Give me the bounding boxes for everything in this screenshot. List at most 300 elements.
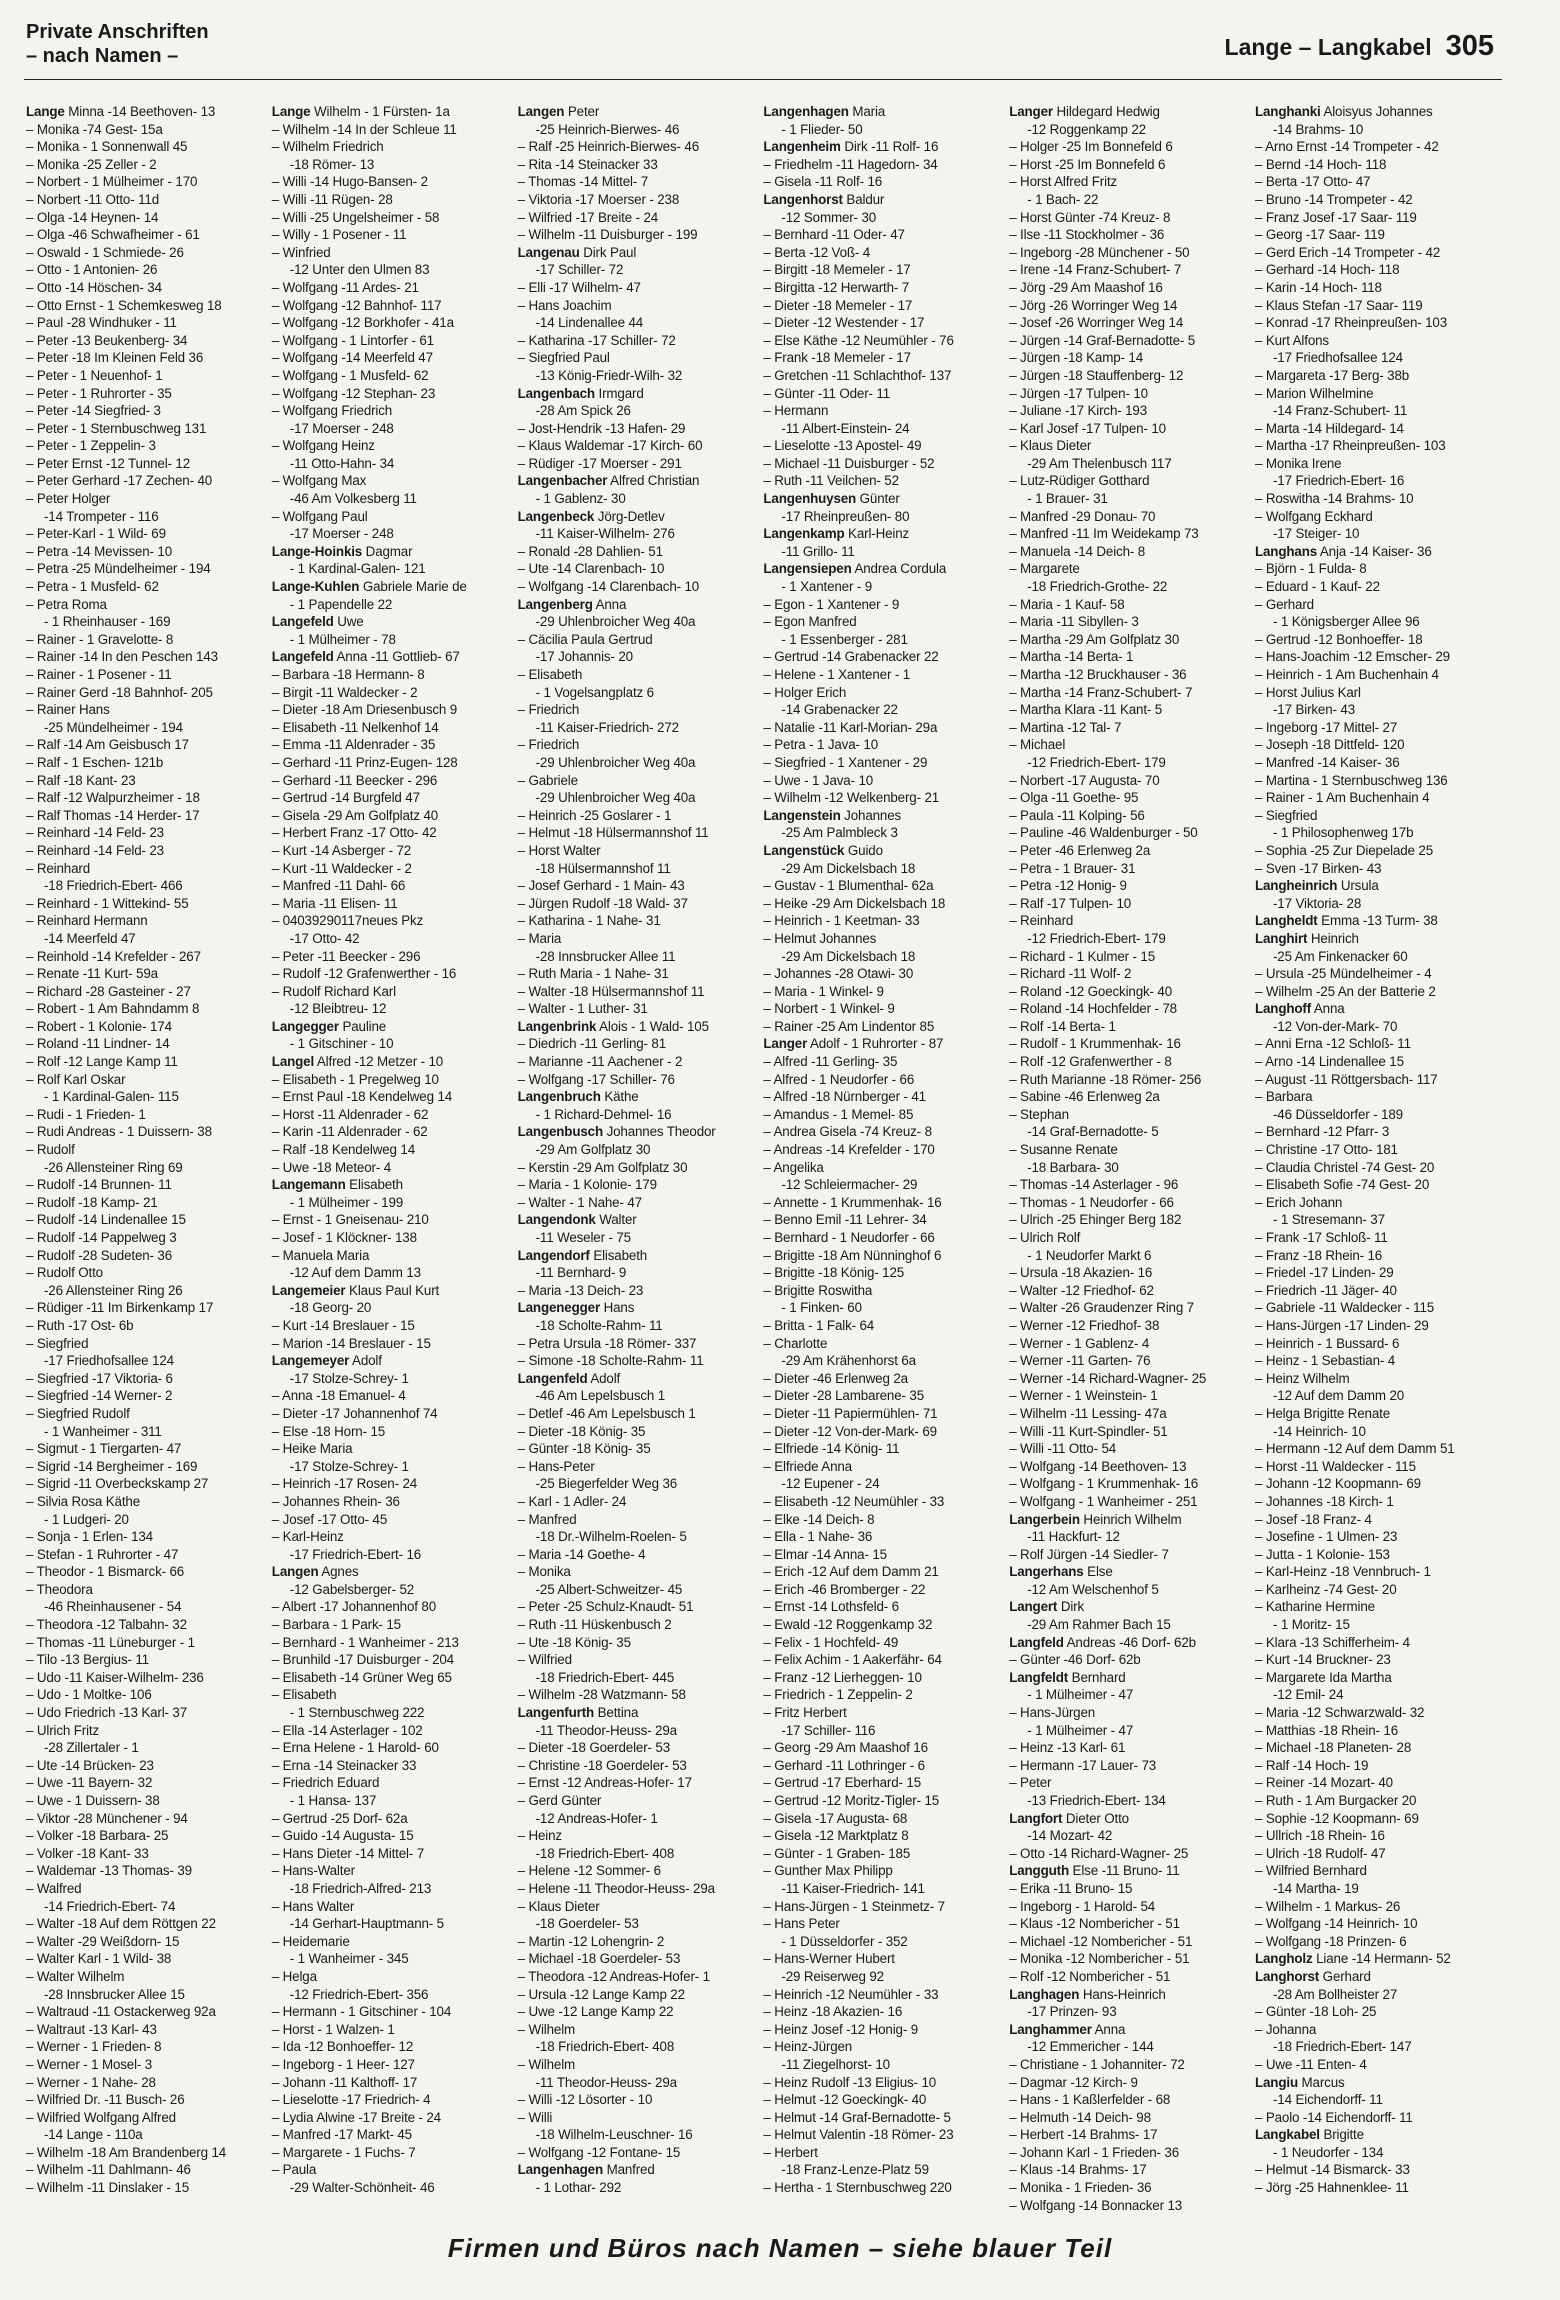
surname-heading: Langkabel bbox=[1254, 2127, 1320, 2143]
listing-line bbox=[26, 2091, 272, 2109]
surname-heading: Langel bbox=[271, 1054, 315, 1070]
listing-text: – Ursula -25 Mündelheimer - 4 bbox=[1254, 966, 1432, 982]
listing-line bbox=[26, 1352, 272, 1370]
listing-text: – Albert -17 Johannenhof 80 bbox=[271, 1599, 437, 1615]
listing-line bbox=[518, 772, 764, 790]
listing-line bbox=[26, 1264, 272, 1282]
listing-text: – Heike -29 Am Dickelsbach 18 bbox=[763, 895, 946, 911]
listing-line bbox=[1255, 2179, 1501, 2197]
listing-line bbox=[1255, 983, 1501, 1001]
listing-text: -17 Moerser - 248 bbox=[289, 526, 394, 542]
listing-line bbox=[518, 1845, 764, 1863]
listing-text: – Elisabeth Sofie -74 Gest- 20 bbox=[1254, 1177, 1430, 1193]
listing-line bbox=[518, 1598, 764, 1616]
listing-text: -29 Am Krähenhorst 6a bbox=[781, 1353, 916, 1369]
listing-line bbox=[1009, 2038, 1255, 2056]
listing-line bbox=[763, 1827, 1009, 1845]
listing-line bbox=[26, 1651, 272, 1669]
listing-line bbox=[518, 261, 764, 279]
listing-line bbox=[518, 103, 764, 121]
listing-line bbox=[272, 2056, 518, 2074]
listing-line bbox=[1255, 1933, 1501, 1951]
listing-text: – Ruth - 1 Am Burgacker 20 bbox=[1254, 1793, 1417, 1808]
listing-text: – Gisela -12 Marktplatz 8 bbox=[763, 1828, 909, 1844]
listing-line bbox=[1255, 1845, 1501, 1863]
listing-line bbox=[272, 1299, 518, 1317]
listing-text: – Wolfgang -17 Schiller- 76 bbox=[517, 1071, 675, 1087]
listing-text: -14 Franz-Schubert- 11 bbox=[1272, 403, 1408, 419]
listing-text: -26 Allensteiner Ring 69 bbox=[44, 1159, 183, 1175]
listing-line bbox=[1255, 1387, 1501, 1405]
listing-text: – Elfriede -14 König- 11 bbox=[763, 1441, 900, 1457]
listing-text: – Wolfgang - 1 Wanheimer - 251 bbox=[1009, 1493, 1198, 1509]
listing-text: – Cäcilia Paula Gertrud bbox=[517, 631, 653, 647]
listing-line bbox=[1255, 508, 1501, 526]
listing-text: Else -11 Bruno- 11 bbox=[1068, 1863, 1180, 1879]
listing-line bbox=[1009, 842, 1255, 860]
listing-line bbox=[26, 560, 272, 578]
listing-text: – Wilhelm -25 An der Batterie 2 bbox=[1254, 983, 1436, 999]
surname-heading: Langerhans bbox=[1009, 1564, 1084, 1580]
listing-line bbox=[272, 1528, 518, 1546]
listing-text: – Sabine -46 Erlenweg 2a bbox=[1009, 1089, 1160, 1105]
listing-text: -11 Kaiser-Wilhelm- 276 bbox=[535, 526, 675, 542]
listing-line bbox=[763, 490, 1009, 508]
listing-text: – Klaus Waldemar -17 Kirch- 60 bbox=[517, 438, 703, 454]
listing-text: – Joseph -18 Dittfeld- 120 bbox=[1254, 737, 1405, 753]
surname-heading: Langenberg bbox=[517, 596, 593, 612]
listing-text: – Uwe -18 Meteor- 4 bbox=[271, 1159, 391, 1175]
listing-line bbox=[1255, 1018, 1501, 1036]
listing-text: Hans bbox=[600, 1300, 635, 1316]
listing-line bbox=[518, 209, 764, 227]
surname-heading: Langenbusch bbox=[517, 1124, 603, 1140]
listing-line bbox=[272, 1352, 518, 1370]
listing-text: – Ingeborg - 1 Heer- 127 bbox=[271, 2056, 415, 2072]
listing-text: Dieter Otto bbox=[1062, 1810, 1129, 1826]
listing-text: – Tilo -13 Bergius- 11 bbox=[26, 1652, 149, 1668]
listing-line bbox=[763, 209, 1009, 227]
listing-text: – Reinhard Hermann bbox=[26, 913, 148, 929]
listing-line bbox=[1009, 1088, 1255, 1106]
listing-text: -18 Barbara- 30 bbox=[1027, 1159, 1119, 1175]
listing-line bbox=[1255, 1686, 1501, 1704]
listing-line bbox=[518, 2021, 764, 2039]
listing-line bbox=[1255, 1282, 1501, 1300]
listing-line bbox=[272, 701, 518, 719]
listing-text: -17 Birken- 43 bbox=[1272, 702, 1355, 718]
listing-text: – Heinrich -25 Goslarer - 1 bbox=[517, 807, 672, 823]
listing-text: – Manfred -29 Donau- 70 bbox=[1009, 508, 1156, 524]
listing-line bbox=[1009, 2197, 1255, 2215]
listing-line bbox=[763, 965, 1009, 983]
listing-line bbox=[518, 297, 764, 315]
listing-text: – Reinhard - 1 Wittekind- 55 bbox=[26, 895, 189, 911]
listing-line bbox=[1009, 226, 1255, 244]
listing-text: Alois - 1 Wald- 105 bbox=[596, 1018, 709, 1034]
surname-heading: Langenkamp bbox=[763, 526, 845, 542]
listing-text: – Helga bbox=[271, 1968, 317, 1984]
listing-line bbox=[1255, 1915, 1501, 1933]
listing-line bbox=[1009, 736, 1255, 754]
listing-line bbox=[1255, 1511, 1501, 1529]
listing-text: – Klara -13 Schifferheim- 4 bbox=[1254, 1634, 1410, 1650]
listing-text: Anna bbox=[1091, 2021, 1126, 2037]
listing-text: – Maria -14 Goethe- 4 bbox=[517, 1546, 646, 1562]
listing-line bbox=[1255, 385, 1501, 403]
listing-text: – Günter - 1 Graben- 185 bbox=[763, 1845, 911, 1861]
listing-line bbox=[26, 860, 272, 878]
listing-text: – Heidemarie bbox=[271, 1933, 350, 1949]
listing-text: -12 Friedrich-Ebert- 356 bbox=[289, 1986, 429, 2002]
listing-line bbox=[26, 684, 272, 702]
listing-text: – Peter - 1 Ruhrorter - 35 bbox=[26, 385, 172, 401]
listing-line bbox=[1255, 789, 1501, 807]
listing-line bbox=[1255, 1317, 1501, 1335]
listing-line bbox=[26, 772, 272, 790]
listing-text: – Ella -14 Asterlager - 102 bbox=[271, 1722, 423, 1738]
listing-text: -17 Friedrich-Ebert- 16 bbox=[289, 1546, 422, 1562]
listing-text: – Christine -17 Otto- 181 bbox=[1254, 1142, 1398, 1158]
listing-text: – Gerhard -14 Hoch- 118 bbox=[1254, 262, 1400, 278]
listing-line bbox=[1255, 684, 1501, 702]
listing-line bbox=[26, 349, 272, 367]
listing-line bbox=[763, 314, 1009, 332]
listing-text: -12 Roggenkamp 22 bbox=[1027, 121, 1146, 137]
listing-text: – Werner -14 Richard-Wagner- 25 bbox=[1009, 1370, 1207, 1386]
listing-line bbox=[1255, 402, 1501, 420]
listing-line bbox=[1009, 1229, 1255, 1247]
listing-text: - 1 Hansa- 137 bbox=[289, 1793, 377, 1808]
listing-line bbox=[518, 367, 764, 385]
listing-line bbox=[272, 1774, 518, 1792]
listing-text: – Peter-Karl - 1 Wild- 69 bbox=[26, 526, 166, 542]
listing-text: – Hermann -12 Auf dem Damm 51 bbox=[1254, 1441, 1455, 1457]
listing-line bbox=[1255, 121, 1501, 139]
listing-line bbox=[26, 385, 272, 403]
listing-line bbox=[518, 1950, 764, 1968]
listing-line bbox=[1255, 824, 1501, 842]
listing-line bbox=[1009, 297, 1255, 315]
listing-line bbox=[1009, 983, 1255, 1001]
listing-text: – Petra Roma bbox=[26, 596, 107, 612]
listing-text: – Rolf -12 Nombericher - 51 bbox=[1009, 1968, 1171, 1984]
surname-heading: Langer bbox=[1009, 104, 1053, 119]
listing-text: – Peter Ernst -12 Tunnel- 12 bbox=[26, 455, 191, 471]
listing-line bbox=[1009, 1880, 1255, 1898]
listing-line bbox=[272, 1651, 518, 1669]
listing-line bbox=[763, 156, 1009, 174]
listing-text: Bettina bbox=[594, 1705, 639, 1721]
listing-line bbox=[518, 2126, 764, 2144]
listing-text: -29 Am Thelenbusch 117 bbox=[1027, 455, 1172, 471]
listing-text: – Helmut Johannes bbox=[763, 930, 877, 946]
listing-text: – Rita -14 Steinacker 33 bbox=[517, 156, 658, 172]
listing-line bbox=[763, 648, 1009, 666]
listing-text: – Werner -11 Garten- 76 bbox=[1009, 1353, 1151, 1369]
listing-text: - 1 Sternbuschweg 222 bbox=[289, 1705, 425, 1721]
listing-text: -14 Meerfeld 47 bbox=[44, 930, 136, 946]
listing-line bbox=[763, 719, 1009, 737]
listing-line bbox=[272, 1018, 518, 1036]
surname-heading: Lange-Kuhlen bbox=[271, 579, 360, 595]
listing-text: – Robert - 1 Kolonie- 174 bbox=[26, 1018, 172, 1034]
listing-line bbox=[1255, 1053, 1501, 1071]
listing-line bbox=[518, 1176, 764, 1194]
surname-heading: Langenstück bbox=[763, 842, 845, 858]
listing-line bbox=[1009, 1423, 1255, 1441]
surname-heading: Langhans bbox=[1254, 543, 1318, 559]
listing-text: -28 Zillertaler - 1 bbox=[44, 1740, 139, 1756]
listing-line bbox=[518, 472, 764, 490]
listing-line bbox=[26, 1722, 272, 1740]
listing-line bbox=[763, 1880, 1009, 1898]
listing-line bbox=[518, 1370, 764, 1388]
listing-text: – Rudolf -14 Lindenallee 15 bbox=[26, 1212, 186, 1228]
listing-text: – Walter -12 Friedhof- 62 bbox=[1009, 1282, 1154, 1298]
listing-text: – Margarete Ida Martha bbox=[1254, 1669, 1392, 1685]
listing-line bbox=[272, 842, 518, 860]
header-rule bbox=[24, 79, 1502, 80]
listing-text: – Dieter -11 Papiermühlen- 71 bbox=[763, 1405, 938, 1421]
listing-line bbox=[1255, 930, 1501, 948]
listing-text: – Erna -14 Steinacker 33 bbox=[271, 1757, 417, 1773]
listing-text: – Walter -29 Weißdorn- 15 bbox=[26, 1933, 180, 1949]
listing-text: – Dagmar -12 Kirch- 9 bbox=[1009, 2074, 1138, 2090]
listing-text: – Wolfgang -18 Prinzen- 6 bbox=[1254, 1933, 1407, 1949]
listing-text: – Karlheinz -74 Gest- 20 bbox=[1254, 1581, 1397, 1597]
listing-line bbox=[26, 1071, 272, 1089]
listing-text: - 1 Bach- 22 bbox=[1027, 191, 1099, 207]
listing-line bbox=[518, 560, 764, 578]
listing-line bbox=[518, 1528, 764, 1546]
listing-text: – Irene -14 Franz-Schubert- 7 bbox=[1009, 262, 1182, 278]
listing-text: – Wilhelm -18 Am Brandenberg 14 bbox=[26, 2144, 227, 2160]
listing-line bbox=[763, 1598, 1009, 1616]
listing-text: -11 Grillo- 11 bbox=[781, 543, 855, 559]
listing-line bbox=[1255, 2038, 1501, 2056]
listing-line bbox=[763, 191, 1009, 209]
listing-line bbox=[518, 648, 764, 666]
listing-line bbox=[1255, 807, 1501, 825]
listing-line bbox=[763, 1335, 1009, 1353]
listing-line bbox=[518, 490, 764, 508]
listing-text: – Thomas -14 Asterlager - 96 bbox=[1009, 1177, 1179, 1193]
listing-line bbox=[1255, 1563, 1501, 1581]
listing-text: – Reinhard bbox=[26, 860, 91, 876]
listing-line bbox=[26, 648, 272, 666]
listing-text: – Peter -14 Siegfried- 3 bbox=[26, 403, 161, 419]
listing-line bbox=[272, 1546, 518, 1564]
listing-line bbox=[763, 842, 1009, 860]
listing-line bbox=[1009, 1598, 1255, 1616]
listing-line bbox=[1009, 1827, 1255, 1845]
listing-text: - 1 Papendelle 22 bbox=[289, 596, 393, 612]
listing-line bbox=[518, 1106, 764, 1124]
listing-line bbox=[1255, 1898, 1501, 1916]
listing-line bbox=[26, 1370, 272, 1388]
listing-line bbox=[763, 2074, 1009, 2092]
listing-text: – Egon - 1 Xantener - 9 bbox=[763, 596, 900, 612]
listing-text: – Jörg -25 Hahnenklee- 11 bbox=[1254, 2180, 1409, 2196]
surname-heading: Langegger bbox=[271, 1018, 339, 1034]
listing-line bbox=[518, 1458, 764, 1476]
listing-text: – Wolfgang -11 Ardes- 21 bbox=[271, 279, 419, 295]
listing-text: – Wolfgang -14 Beethoven- 13 bbox=[1009, 1458, 1187, 1474]
listing-line bbox=[763, 1651, 1009, 1669]
listing-line bbox=[26, 842, 272, 860]
listing-text: – Hans Walter bbox=[271, 1898, 355, 1914]
listing-text: -11 Weseler - 75 bbox=[535, 1230, 631, 1245]
listing-text: – Martha -14 Berta- 1 bbox=[1009, 649, 1134, 665]
listing-line bbox=[518, 2091, 764, 2109]
listing-text: – Martha Klara -11 Kant- 5 bbox=[1009, 702, 1163, 718]
listing-text: – Volker -18 Barbara- 25 bbox=[26, 1828, 169, 1844]
listing-line bbox=[1009, 2074, 1255, 2092]
listing-text: – Richard - 1 Kulmer - 15 bbox=[1009, 948, 1156, 964]
listing-text: – Kerstin -29 Am Golfplatz 30 bbox=[517, 1159, 688, 1175]
listing-line bbox=[272, 1423, 518, 1441]
listing-line bbox=[272, 472, 518, 490]
listing-line bbox=[26, 666, 272, 684]
surname-heading: Langen bbox=[271, 1564, 319, 1580]
listing-line bbox=[1009, 1686, 1255, 1704]
listing-text: - 1 Neudorfer - 134 bbox=[1272, 2144, 1384, 2160]
listing-line bbox=[26, 1440, 272, 1458]
listing-line bbox=[1255, 1792, 1501, 1810]
listing-text: – Marta -14 Hildegard- 14 bbox=[1254, 420, 1404, 436]
listing-line bbox=[763, 1845, 1009, 1863]
listing-text: Anna bbox=[1311, 1001, 1345, 1017]
listing-text: – Hans Peter bbox=[763, 1916, 840, 1932]
listing-text: – Theodora -12 Talbahn- 32 bbox=[26, 1617, 187, 1633]
listing-text: – Franz -18 Rhein- 16 bbox=[1254, 1247, 1383, 1263]
listing-text: – Monika - 1 Sonnenwall 45 bbox=[26, 139, 188, 155]
listing-line bbox=[763, 455, 1009, 473]
surname-heading: Langenstein bbox=[763, 807, 841, 823]
listing-text: – Björn - 1 Fulda- 8 bbox=[1254, 561, 1367, 577]
listing-text: – Gisela -17 Augusta- 68 bbox=[763, 1810, 908, 1826]
listing-line bbox=[26, 402, 272, 420]
listing-line bbox=[26, 244, 272, 262]
listing-text: – Monika bbox=[517, 1564, 571, 1580]
listing-line bbox=[272, 948, 518, 966]
listing-text: – Ralf -18 Kendelweg 14 bbox=[271, 1142, 415, 1158]
listing-line bbox=[518, 754, 764, 772]
listing-line bbox=[1009, 1387, 1255, 1405]
listing-text: – Gerd Erich -14 Trompeter - 42 bbox=[1254, 244, 1441, 260]
listing-text: Andreas -46 Dorf- 62b bbox=[1063, 1634, 1196, 1650]
listing-text: – Rainer -25 Am Lindentor 85 bbox=[763, 1018, 935, 1034]
listing-text: – Annette - 1 Krummenhak- 16 bbox=[763, 1194, 942, 1210]
listing-text: – Manfred -11 Im Weidekamp 73 bbox=[1009, 526, 1199, 542]
directory-column-5 bbox=[1009, 103, 1255, 2213]
listing-line bbox=[1009, 1581, 1255, 1599]
listing-text: – Kurt Alfons bbox=[1254, 332, 1329, 348]
listing-text: – Olga -46 Schwafheimer - 61 bbox=[26, 227, 200, 243]
listing-text: Maria bbox=[848, 104, 886, 119]
listing-text: – Siegfried - 1 Xantener - 29 bbox=[763, 754, 928, 770]
listing-text: – Barbara - 1 Park- 15 bbox=[271, 1617, 401, 1633]
listing-line bbox=[26, 508, 272, 526]
section-title bbox=[26, 20, 209, 68]
listing-line bbox=[518, 912, 764, 930]
listing-line bbox=[1255, 1528, 1501, 1546]
listing-text: – Else Käthe -12 Neumühler - 76 bbox=[763, 332, 954, 348]
listing-line bbox=[1255, 1229, 1501, 1247]
listing-line bbox=[763, 1810, 1009, 1828]
listing-text: Johannes Theodor bbox=[603, 1124, 716, 1140]
listing-line bbox=[1009, 261, 1255, 279]
listing-text: – Wilhelm bbox=[517, 2021, 576, 2037]
listing-line bbox=[1009, 631, 1255, 649]
listing-text: – Dieter -18 Memeler - 17 bbox=[763, 297, 913, 313]
listing-text: – Norbert -11 Otto- 11d bbox=[26, 191, 159, 207]
listing-line bbox=[763, 2021, 1009, 2039]
listing-text: – Horst -11 Waldecker - 115 bbox=[1254, 1458, 1416, 1474]
listing-text: – Alfred -11 Gerling- 35 bbox=[763, 1054, 898, 1070]
listing-text: – Anni Erna -12 Schloß- 11 bbox=[1254, 1036, 1411, 1052]
listing-text: -17 Stolze-Schrey- 1 bbox=[289, 1458, 409, 1474]
listing-text: -11 Albert-Einstein- 24 bbox=[781, 420, 910, 436]
listing-line bbox=[763, 297, 1009, 315]
listing-line bbox=[272, 2144, 518, 2162]
listing-line bbox=[763, 279, 1009, 297]
listing-line bbox=[1255, 1335, 1501, 1353]
listing-line bbox=[26, 948, 272, 966]
listing-line bbox=[272, 1159, 518, 1177]
listing-text: – Wilhelm -11 Duisburger - 199 bbox=[517, 227, 698, 243]
listing-text: – Ida -12 Bonhoeffer- 12 bbox=[271, 2039, 414, 2055]
listing-text: – Ella - 1 Nahe- 36 bbox=[763, 1529, 873, 1545]
listing-text: – Reinhard bbox=[1009, 913, 1074, 929]
listing-text: – Berta -12 Voß- 4 bbox=[763, 244, 871, 260]
listing-text: – Josef -18 Franz- 4 bbox=[1254, 1511, 1372, 1527]
listing-text: – Rolf Karl Oskar bbox=[26, 1071, 126, 1087]
listing-line bbox=[763, 684, 1009, 702]
surname-heading: Langenfurth bbox=[517, 1705, 595, 1721]
listing-line bbox=[1255, 2074, 1501, 2092]
listing-text: – Dieter -46 Erlenweg 2a bbox=[763, 1370, 908, 1386]
listing-line bbox=[272, 648, 518, 666]
listing-text: – Wilfried -17 Breite - 24 bbox=[517, 209, 659, 225]
listing-text: – Willi -11 Rügen- 28 bbox=[271, 191, 393, 207]
listing-text: – Udo -11 Kaiser-Wilhelm- 236 bbox=[26, 1669, 204, 1685]
surname-heading: Langemeier bbox=[271, 1282, 346, 1298]
listing-line bbox=[518, 631, 764, 649]
listing-text: – Wolfgang - 1 Musfeld- 62 bbox=[271, 367, 429, 383]
surname-heading: Langenhorst bbox=[763, 191, 843, 207]
listing-line bbox=[272, 2003, 518, 2021]
listing-line bbox=[518, 1493, 764, 1511]
listing-line bbox=[272, 138, 518, 156]
listing-line bbox=[763, 121, 1009, 139]
listing-text: – Peter -25 Schulz-Knaudt- 51 bbox=[517, 1599, 694, 1615]
listing-text: – Stephan bbox=[1009, 1106, 1069, 1122]
listing-line bbox=[1009, 1053, 1255, 1071]
listing-line bbox=[1255, 1405, 1501, 1423]
listing-line bbox=[518, 1563, 764, 1581]
listing-line bbox=[763, 1317, 1009, 1335]
listing-line bbox=[763, 2091, 1009, 2109]
listing-text: -17 Prinzen- 93 bbox=[1027, 2004, 1117, 2020]
listing-line bbox=[763, 385, 1009, 403]
listing-line bbox=[26, 1968, 272, 1986]
listing-text: – Simone -18 Scholte-Rahm- 11 bbox=[517, 1353, 704, 1369]
listing-text: – Gerhard -11 Beecker - 296 bbox=[271, 772, 438, 788]
listing-text: – Maria bbox=[517, 930, 562, 946]
listing-line bbox=[26, 2074, 272, 2092]
